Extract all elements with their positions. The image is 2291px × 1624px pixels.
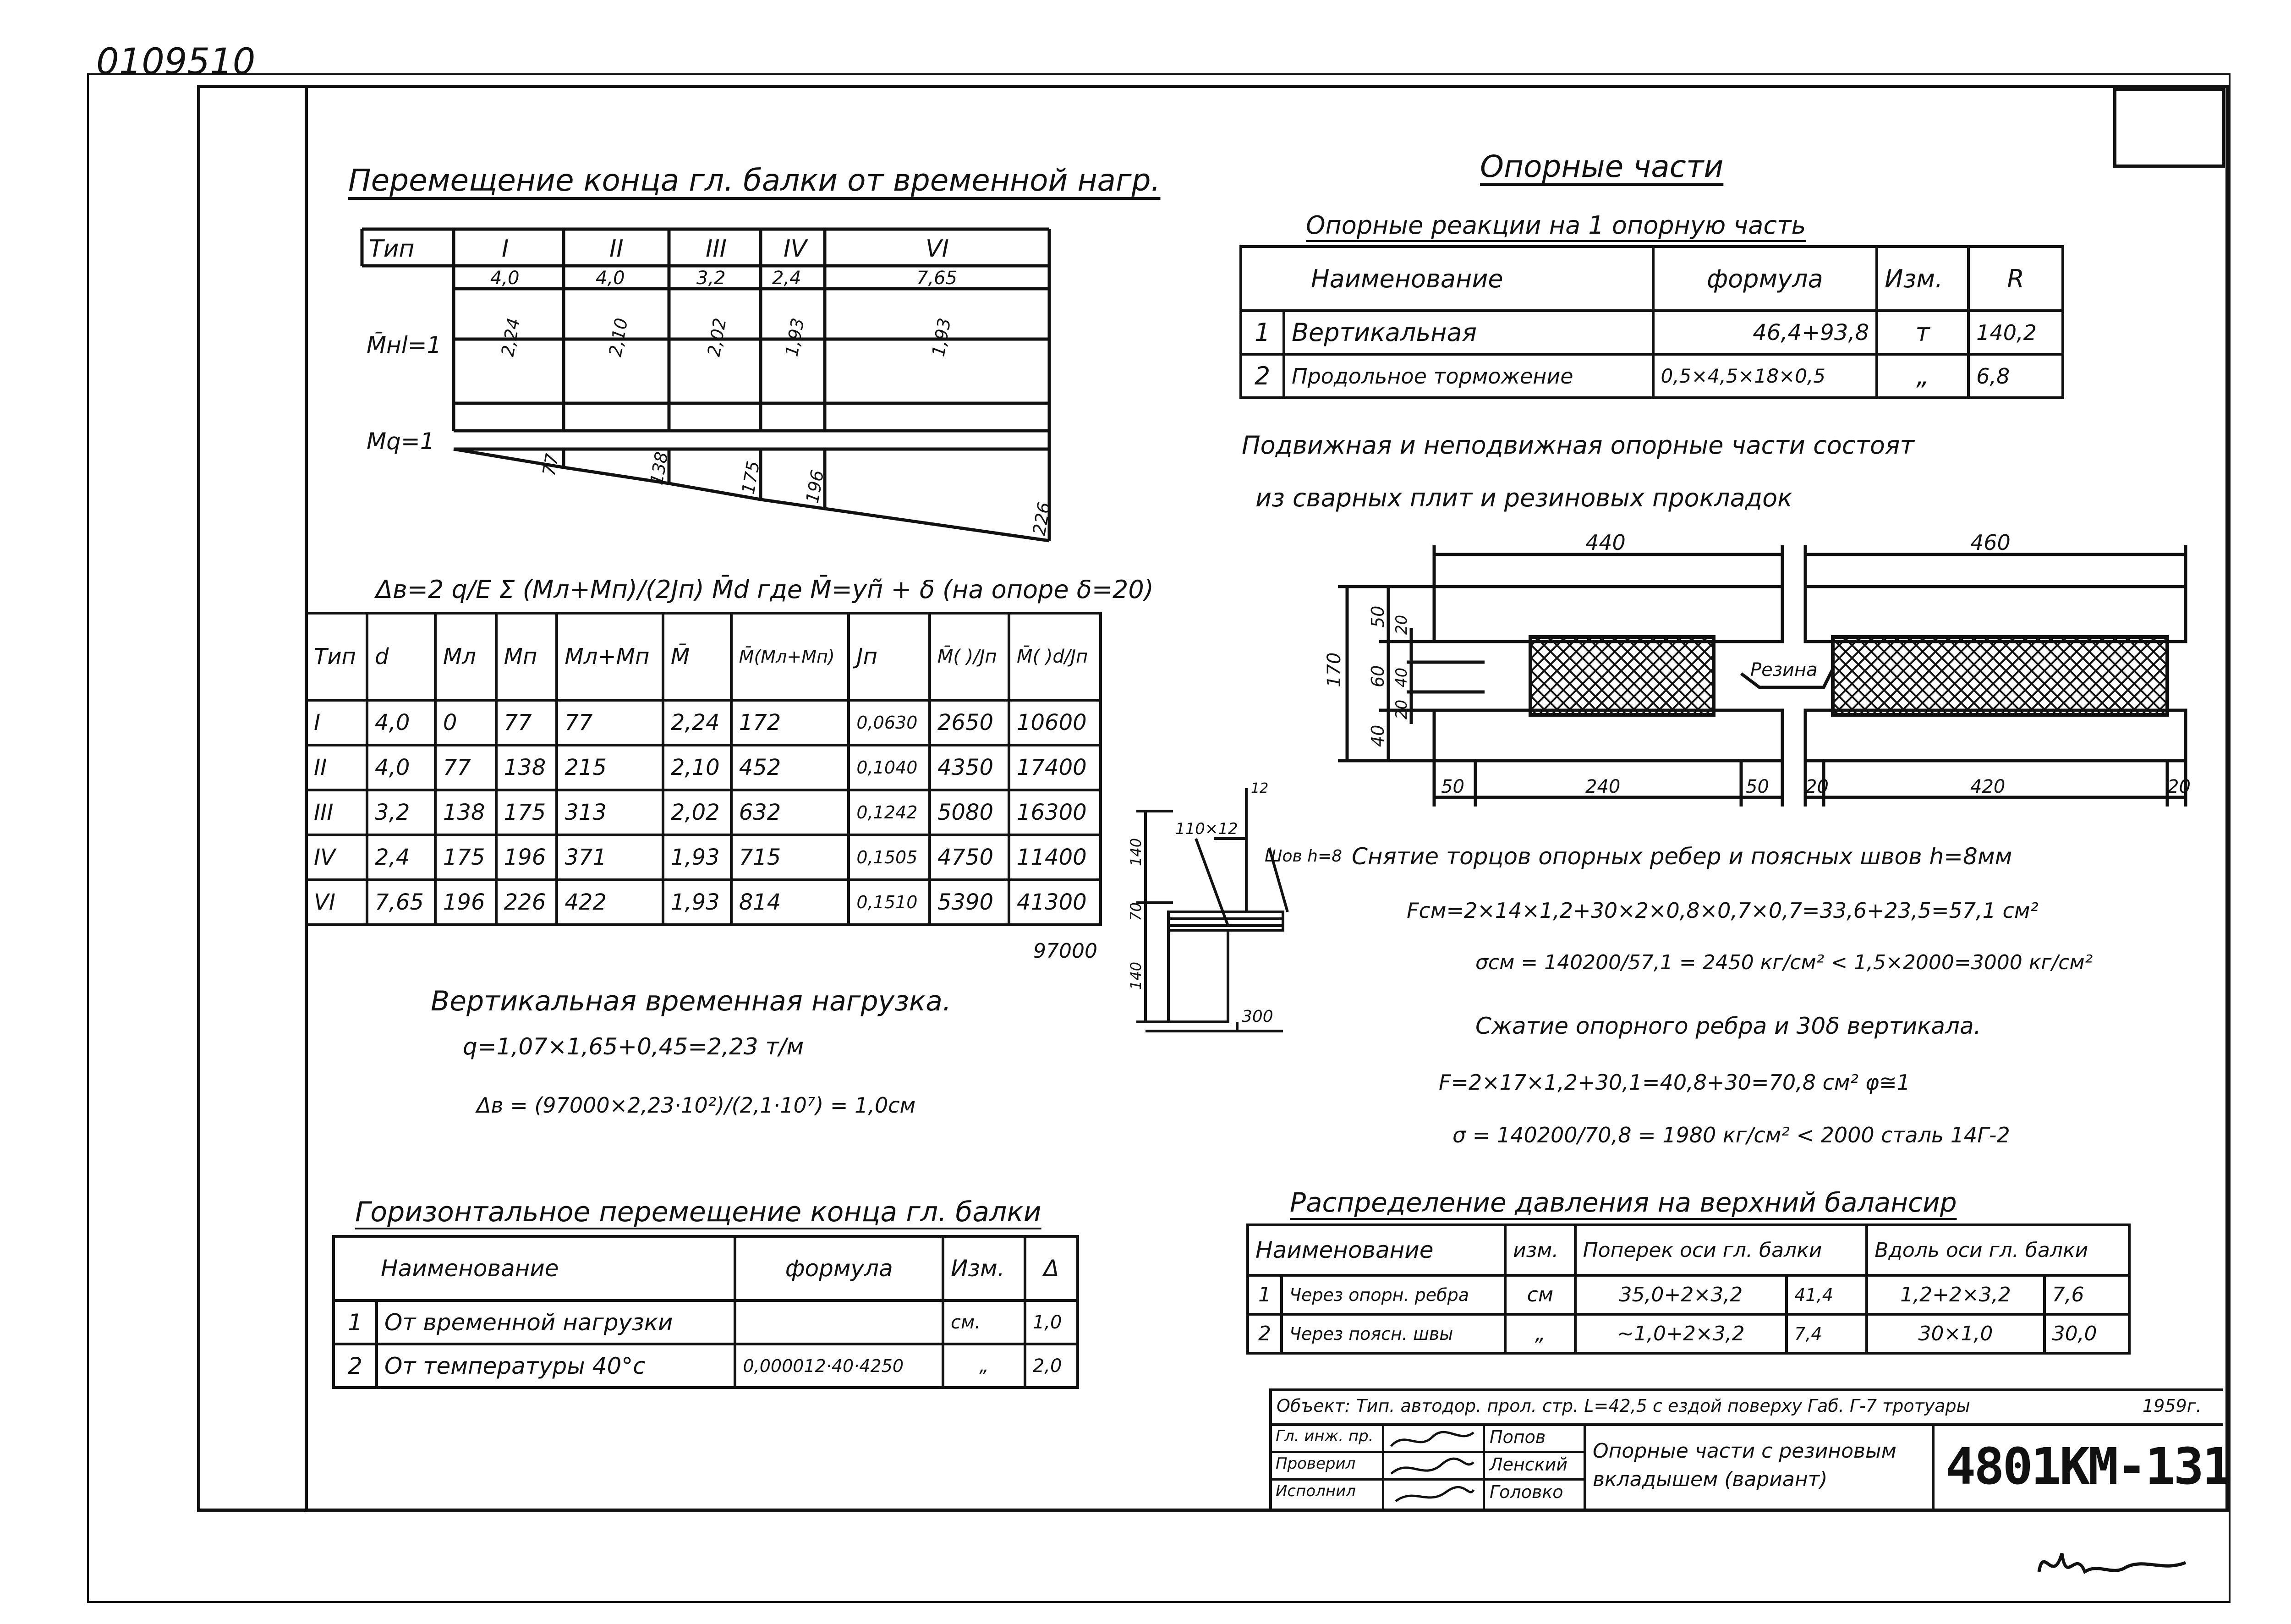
calc-cell: 2,24 (663, 700, 731, 745)
reactions-h-0: Наименование (1241, 247, 1653, 311)
calc-cell: 452 (731, 745, 849, 790)
calc-h-3: Mп (496, 613, 557, 700)
dist-cell: 1,2+2×3,2 (1867, 1275, 2044, 1314)
rib-d300: 300 (1242, 1007, 1273, 1026)
calc-cell: 2,4 (367, 835, 435, 880)
calc-cell: 41300 (1009, 880, 1101, 925)
disp-label-mh: M̄нl=1 (367, 332, 442, 358)
horiz-cell: 1,0 (1025, 1300, 1078, 1344)
calc-cell: 422 (557, 880, 663, 925)
vertical-load-q: q=1,07×1,65+0,45=2,23 т/м (463, 1033, 804, 1060)
calc-cell: 5390 (930, 880, 1009, 925)
horiz-cell: От временной нагрузки (377, 1300, 735, 1344)
dim-b50a: 50 (1441, 776, 1464, 797)
stamp-name-3: Головко (1490, 1482, 1563, 1502)
dist-h-1: изм. (1505, 1225, 1575, 1275)
stamp-role-2: Проверил (1276, 1454, 1356, 1473)
corner-box (2113, 88, 2225, 168)
disp-type-2: II (609, 235, 624, 263)
dist-cell: 1 (1248, 1275, 1282, 1314)
horiz-cell: „ (943, 1344, 1025, 1388)
dist-h-0: Наименование (1248, 1225, 1505, 1275)
dist-h-2: Поперек оси гл. балки (1575, 1225, 1867, 1275)
rubber-pad-left (1530, 637, 1714, 715)
stamp-role-1: Гл. инж. пр. (1276, 1427, 1374, 1445)
calc-line-3: σсм = 140200/57,1 = 2450 кг/см² < 1,5×2000=3000 кг/см² (1475, 951, 2093, 974)
calc-cell: 4750 (930, 835, 1009, 880)
stamp-year: 1959г. (2143, 1396, 2202, 1416)
calc-cell: 2,02 (663, 790, 731, 835)
dim-60: 60 (1368, 665, 1388, 687)
dist-cell: Через опорн. ребра (1282, 1275, 1505, 1314)
reactions-cell: т (1877, 311, 1968, 354)
dist-cell: 30,0 (2044, 1314, 2129, 1353)
calc-cell: 4,0 (367, 700, 435, 745)
disp-len-5: 7,65 (916, 268, 958, 289)
horiz-h-0: Наименование (334, 1236, 735, 1300)
distribution-table (1246, 1223, 2131, 1355)
horiz-cell: 0,000012·40·4250 (735, 1344, 943, 1388)
calc-h-2: Mл (435, 613, 496, 700)
disp-len-2: 4,0 (596, 268, 625, 289)
calc-cell: 1,93 (663, 835, 731, 880)
horiz-table (332, 1235, 1079, 1389)
dist-cell: см (1505, 1275, 1575, 1314)
calc-cell: 77 (435, 745, 496, 790)
rib-d140a: 140 (1127, 838, 1145, 866)
calc-line-4: Сжатие опорного ребра и 30δ вертикала. (1475, 1013, 1981, 1039)
dim-b240: 240 (1585, 776, 1621, 797)
rubber-pad-right (1833, 637, 2167, 715)
calc-cell: 175 (496, 790, 557, 835)
sheet-id: 0109510 (96, 41, 256, 82)
dist-cell: „ (1505, 1314, 1575, 1353)
disp-len-4: 2,4 (772, 268, 801, 289)
calc-cell: 2650 (930, 700, 1009, 745)
calc-cell: 0,1505 (849, 835, 929, 880)
calc-cell: 0 (435, 700, 496, 745)
dim-b50b: 50 (1746, 776, 1769, 797)
stamp-object: Объект: Тип. автодор. прол. стр. L=42,5 с ездой поверху Габ. Г-7 тротуары (1277, 1396, 1970, 1416)
calc-line-2: Fсм=2×14×1,2+30×2×0,8×0,7×0,7=33,6+23,5=57,1 см² (1407, 898, 2039, 923)
calc-cell: 3,2 (367, 790, 435, 835)
disp-diagram (316, 220, 1058, 550)
horiz-cell (735, 1300, 943, 1344)
calc-cell: 175 (435, 835, 496, 880)
calc-h-9: M̄( )d/Jп (1009, 613, 1101, 700)
dim-170: 170 (1324, 652, 1345, 687)
calc-h-8: M̄( )/Jп (930, 613, 1009, 700)
calc-cell: 4,0 (367, 745, 435, 790)
horiz-title: Горизонтальное перемещение конца гл. балки (355, 1196, 1041, 1228)
dist-cell: ∼1,0+2×3,2 (1575, 1314, 1787, 1353)
calc-cell: 17400 (1009, 745, 1101, 790)
disp-mh-3: 2,02 (703, 316, 730, 358)
calc-cell: 16300 (1009, 790, 1101, 835)
disp-type-1: I (502, 235, 509, 263)
calc-cell: 10600 (1009, 700, 1101, 745)
stamp-name-2: Ленский (1490, 1454, 1568, 1475)
calc-h-4: Mл+Mп (557, 613, 663, 700)
calc-cell: 0,1242 (849, 790, 929, 835)
table-row (306, 880, 1101, 925)
calc-total: 97000 (1033, 939, 1097, 963)
calc-cell: 2,10 (663, 745, 731, 790)
disp-title: Перемещение конца гл. балки от временной нагр. (348, 163, 1161, 198)
calc-h-7: Jп (849, 613, 929, 700)
dist-cell: 7,4 (1787, 1314, 1867, 1353)
disp-mh-1: 2,24 (497, 316, 524, 358)
signature-1 (1387, 1426, 1478, 1508)
reactions-cell: Продольное торможение (1284, 354, 1653, 398)
rib-d12: 12 (1251, 780, 1269, 796)
calc-cell: 814 (731, 880, 849, 925)
calc-cell: VI (306, 880, 367, 925)
dist-cell: 41,4 (1787, 1275, 1867, 1314)
calc-line-6: σ = 140200/70,8 = 1980 кг/см² < 2000 сталь 14Г-2 (1452, 1123, 2010, 1147)
horiz-cell: 2 (334, 1344, 377, 1388)
horiz-cell: 2,0 (1025, 1344, 1078, 1388)
signature-bottom (2034, 1535, 2190, 1590)
dim-b20b: 20 (2167, 776, 2191, 797)
vertical-load-title: Вертикальная временная нагрузка. (431, 985, 952, 1017)
disp-type-5: VI (926, 235, 949, 263)
bearing-drawing (1320, 530, 2213, 807)
calc-cell: 4350 (930, 745, 1009, 790)
horiz-h-1: формула (735, 1236, 943, 1300)
horiz-cell: От температуры 40°с (377, 1344, 735, 1388)
table-row (334, 1300, 1078, 1344)
calc-cell: 11400 (1009, 835, 1101, 880)
calc-cell: 172 (731, 700, 849, 745)
stamp-desc: Опорные части с резиновым вкладышем (вариант) (1593, 1439, 1896, 1491)
calc-cell: 7,65 (367, 880, 435, 925)
table-row (306, 790, 1101, 835)
stamp-role-3: Исполнил (1276, 1482, 1356, 1500)
calc-cell: I (306, 700, 367, 745)
disp-type-3: III (706, 235, 727, 263)
table-row (1248, 1275, 2129, 1314)
table-row (1248, 1314, 2129, 1353)
disp-type-4: IV (784, 235, 807, 263)
dim-440: 440 (1585, 530, 1626, 555)
stamp-code: 4801КМ-131 (1946, 1437, 2231, 1496)
reactions-table (1239, 245, 2064, 399)
dim-40: 40 (1368, 724, 1388, 747)
calc-cell: III (306, 790, 367, 835)
calc-cell: 196 (435, 880, 496, 925)
rubber-label: Резина (1750, 659, 1818, 680)
reactions-h-1: формула (1653, 247, 1877, 311)
horiz-h-3: Δ (1025, 1236, 1078, 1300)
dim-50: 50 (1368, 605, 1388, 628)
table-row (306, 745, 1101, 790)
calc-cell: 77 (557, 700, 663, 745)
disp-mq-3: 175 (738, 459, 764, 496)
calc-h-6: M̄(Mл+Mп) (731, 613, 849, 700)
calc-cell: 226 (496, 880, 557, 925)
disp-len-3: 3,2 (696, 268, 726, 289)
calc-h-1: d (367, 613, 435, 700)
calc-cell: 0,1040 (849, 745, 929, 790)
table-row (306, 835, 1101, 880)
reactions-cell: 1 (1241, 311, 1284, 354)
stamp-name-1: Попов (1490, 1427, 1546, 1447)
disp-mq-2: 138 (646, 450, 672, 487)
calc-line-1: Снятие торцов опорных ребер и поясных швов h=8мм (1352, 843, 2012, 870)
reactions-cell: 140,2 (1968, 311, 2063, 354)
disp-mh-2: 2,10 (605, 316, 632, 358)
calc-cell: 0,0630 (849, 700, 929, 745)
rib-detail (1127, 774, 1356, 1040)
dim-40b: 40 (1392, 667, 1411, 687)
dist-cell: 7,6 (2044, 1275, 2129, 1314)
vertical-load-delta: Δв = (97000×2,23·10²)/(2,1·10⁷) = 1,0см (477, 1093, 916, 1118)
reactions-h-2: Изм. (1877, 247, 1968, 311)
rib-d140b: 140 (1127, 961, 1145, 990)
reactions-cell: 46,4+93,8 (1653, 311, 1877, 354)
calc-cell: 313 (557, 790, 663, 835)
reactions-title: Опорные реакции на 1 опорную часть (1306, 211, 1806, 240)
calc-cell: 715 (731, 835, 849, 880)
rib-d70: 70 (1127, 902, 1145, 921)
calc-cell: 5080 (930, 790, 1009, 835)
supports-note-2: из сварных плит и резиновых прокладок (1255, 483, 1792, 512)
rib-weld: Шов h=8 (1265, 847, 1343, 866)
calc-h-0: Тип (306, 613, 367, 700)
delta-formula: Δв=2 q/E Σ (Mл+Mп)/(2Jп) M̄d где M̄=yп̃ + δ (на опоре δ=20) (376, 575, 1154, 604)
calc-cell: 138 (496, 745, 557, 790)
title-block (1269, 1388, 2231, 1510)
calc-cell: II (306, 745, 367, 790)
disp-len-1: 4,0 (490, 268, 520, 289)
table-row (306, 700, 1101, 745)
dist-cell: 30×1,0 (1867, 1314, 2044, 1353)
calc-cell: 77 (496, 700, 557, 745)
calc-cell: 215 (557, 745, 663, 790)
reactions-cell: 6,8 (1968, 354, 2063, 398)
dim-b20a: 20 (1805, 776, 1829, 797)
calc-cell: IV (306, 835, 367, 880)
calc-table (305, 612, 1102, 926)
disp-header-tip: Тип (369, 235, 415, 263)
disp-mq-4: 196 (802, 468, 828, 505)
distribution-title: Распределение давления на верхний балансир (1290, 1187, 1957, 1218)
horiz-cell: см. (943, 1300, 1025, 1344)
supports-title: Опорные части (1480, 149, 1724, 184)
disp-mq-5: 226 (1029, 500, 1055, 537)
disp-mh-4: 1,93 (781, 316, 808, 358)
reactions-cell: 0,5×4,5×18×0,5 (1653, 354, 1877, 398)
calc-cell: 196 (496, 835, 557, 880)
dim-b420: 420 (1970, 776, 2006, 797)
calc-cell: 138 (435, 790, 496, 835)
disp-label-mq: Mq=1 (367, 428, 435, 455)
calc-h-5: M̄ (663, 613, 731, 700)
reactions-cell: 2 (1241, 354, 1284, 398)
table-row (1241, 311, 2063, 354)
table-row (334, 1344, 1078, 1388)
dist-cell: 2 (1248, 1314, 1282, 1353)
calc-cell: 0,1510 (849, 880, 929, 925)
dim-460: 460 (1970, 530, 2011, 555)
reactions-h-3: R (1968, 247, 2063, 311)
dist-cell: 35,0+2×3,2 (1575, 1275, 1787, 1314)
dist-h-3: Вдоль оси гл. балки (1867, 1225, 2129, 1275)
disp-mh-5: 1,93 (928, 316, 955, 358)
horiz-h-2: Изм. (943, 1236, 1025, 1300)
calc-line-5: F=2×17×1,2+30,1=40,8+30=70,8 см² φ≅1 (1439, 1070, 1910, 1095)
calc-cell: 371 (557, 835, 663, 880)
reactions-cell: Вертикальная (1284, 311, 1653, 354)
horiz-cell: 1 (334, 1300, 377, 1344)
calc-cell: 1,93 (663, 880, 731, 925)
reactions-cell: „ (1877, 354, 1968, 398)
dim-20a: 20 (1392, 614, 1411, 635)
dim-20b: 20 (1392, 699, 1411, 719)
rib-plate: 110×12 (1175, 820, 1238, 838)
dist-cell: Через поясн. швы (1282, 1314, 1505, 1353)
calc-cell: 632 (731, 790, 849, 835)
supports-note-1: Подвижная и неподвижная опорные части состоят (1242, 431, 1914, 460)
disp-mq-1: 77 (538, 452, 563, 477)
table-row (1241, 354, 2063, 398)
